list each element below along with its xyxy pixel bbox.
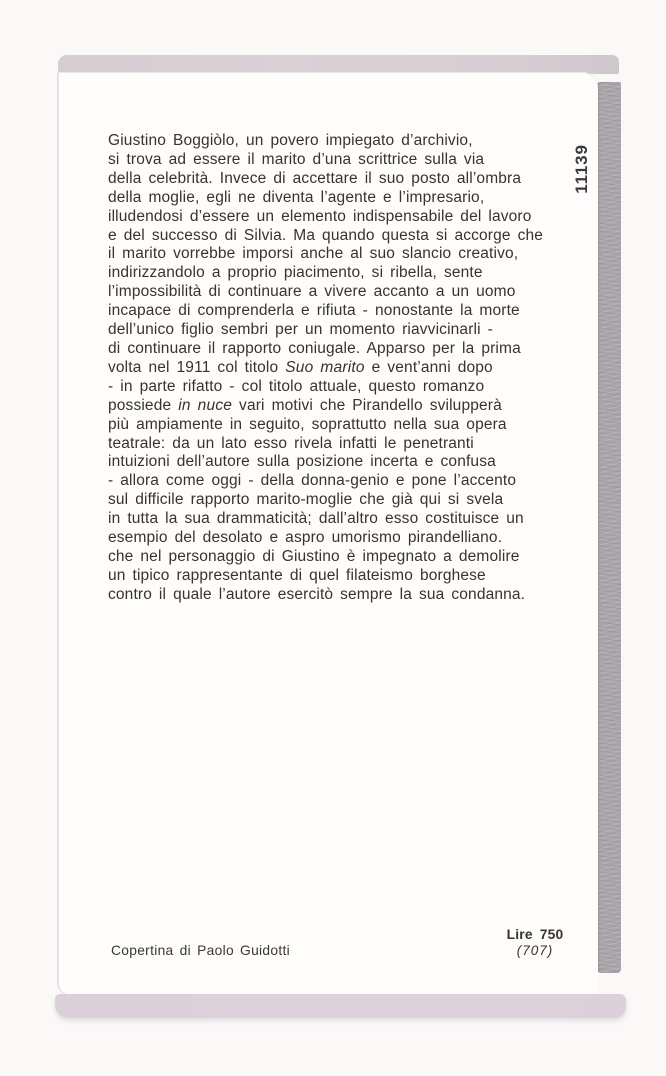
blurb-line: illudendosi d’essere un elemento indispensabile del lavoro <box>108 207 532 225</box>
blurb-line: e del successo di Silvia. Ma quando questa si accorge che <box>108 226 544 244</box>
blurb-line: sul difficile rapporto marito-moglie che già qui si svela <box>108 491 504 509</box>
blurb-line: possiede in nuce vari motivi che Pirandello svilupperà <box>108 396 502 414</box>
blurb-line: un tipico rappresentante di quel filateismo borghese <box>108 566 486 584</box>
price-block <box>503 927 567 958</box>
blurb-line: indirizzandolo a proprio piacimento, si ribella, sente <box>108 264 483 282</box>
blurb-line: l’impossibilità di continuare a vivere accanto a un uomo <box>108 283 516 301</box>
price-code: (707) <box>516 943 554 958</box>
blurb-line: si trova ad essere il marito d’una scrittrice sulla via <box>108 150 485 168</box>
blurb-line: più ampiamente in seguito, soprattutto nella sua opera <box>108 415 507 433</box>
blurb-line: della moglie, egli ne diventa l’agente e l’impresario, <box>108 188 485 206</box>
blurb-line: - in parte rifatto - col titolo attuale, questo romanzo <box>108 377 485 395</box>
blurb <box>108 132 582 605</box>
blurb-line: incapace di comprenderla e rifiuta - nonostante la morte <box>108 302 520 320</box>
price-value: Lire 750 <box>506 927 564 942</box>
blurb-line: della celebrità. Invece di accettare il suo posto all’ombra <box>108 169 522 187</box>
blurb-line: intuizioni dell’autore sulla posizione incerta e confusa <box>108 453 496 471</box>
catalogue-number: 11139 <box>572 144 591 194</box>
blurb-line: teatrale: da un lato esso rivela infatti le penetranti <box>108 434 474 452</box>
cover-credit: Copertina di Paolo Guidotti <box>111 943 290 958</box>
blurb-line: contro il quale l’autore esercitò sempre la sua condanna. <box>108 585 526 603</box>
blurb-line: che nel personaggio di Giustino è impegnato a demolire <box>108 547 520 565</box>
blurb-line: Giustino Boggiòlo, un povero impiegato d’archivio, <box>108 132 473 149</box>
blurb-line: il marito vorrebbe imporsi anche al suo slancio creativo, <box>108 245 519 263</box>
blurb-line: di continuare il rapporto coniugale. Apparso per la prima <box>108 339 521 357</box>
book-pages-edge <box>597 82 621 973</box>
blurb-line: esempio del desolato e aspro umorismo pirandelliano. <box>108 529 503 547</box>
blurb-line: in tutta la sua drammaticità; dall’altro esso costituisce un <box>108 510 524 528</box>
book-bottom-edge <box>55 994 626 1018</box>
blurb-line: volta nel 1911 col titolo Suo marito e vent’anni dopo <box>108 358 493 376</box>
blurb-line: - allora come oggi - della donna-genio e pone l’accento <box>108 472 517 490</box>
blurb-line: dell’unico figlio sembri per un momento riavvicinarli - <box>108 321 493 339</box>
